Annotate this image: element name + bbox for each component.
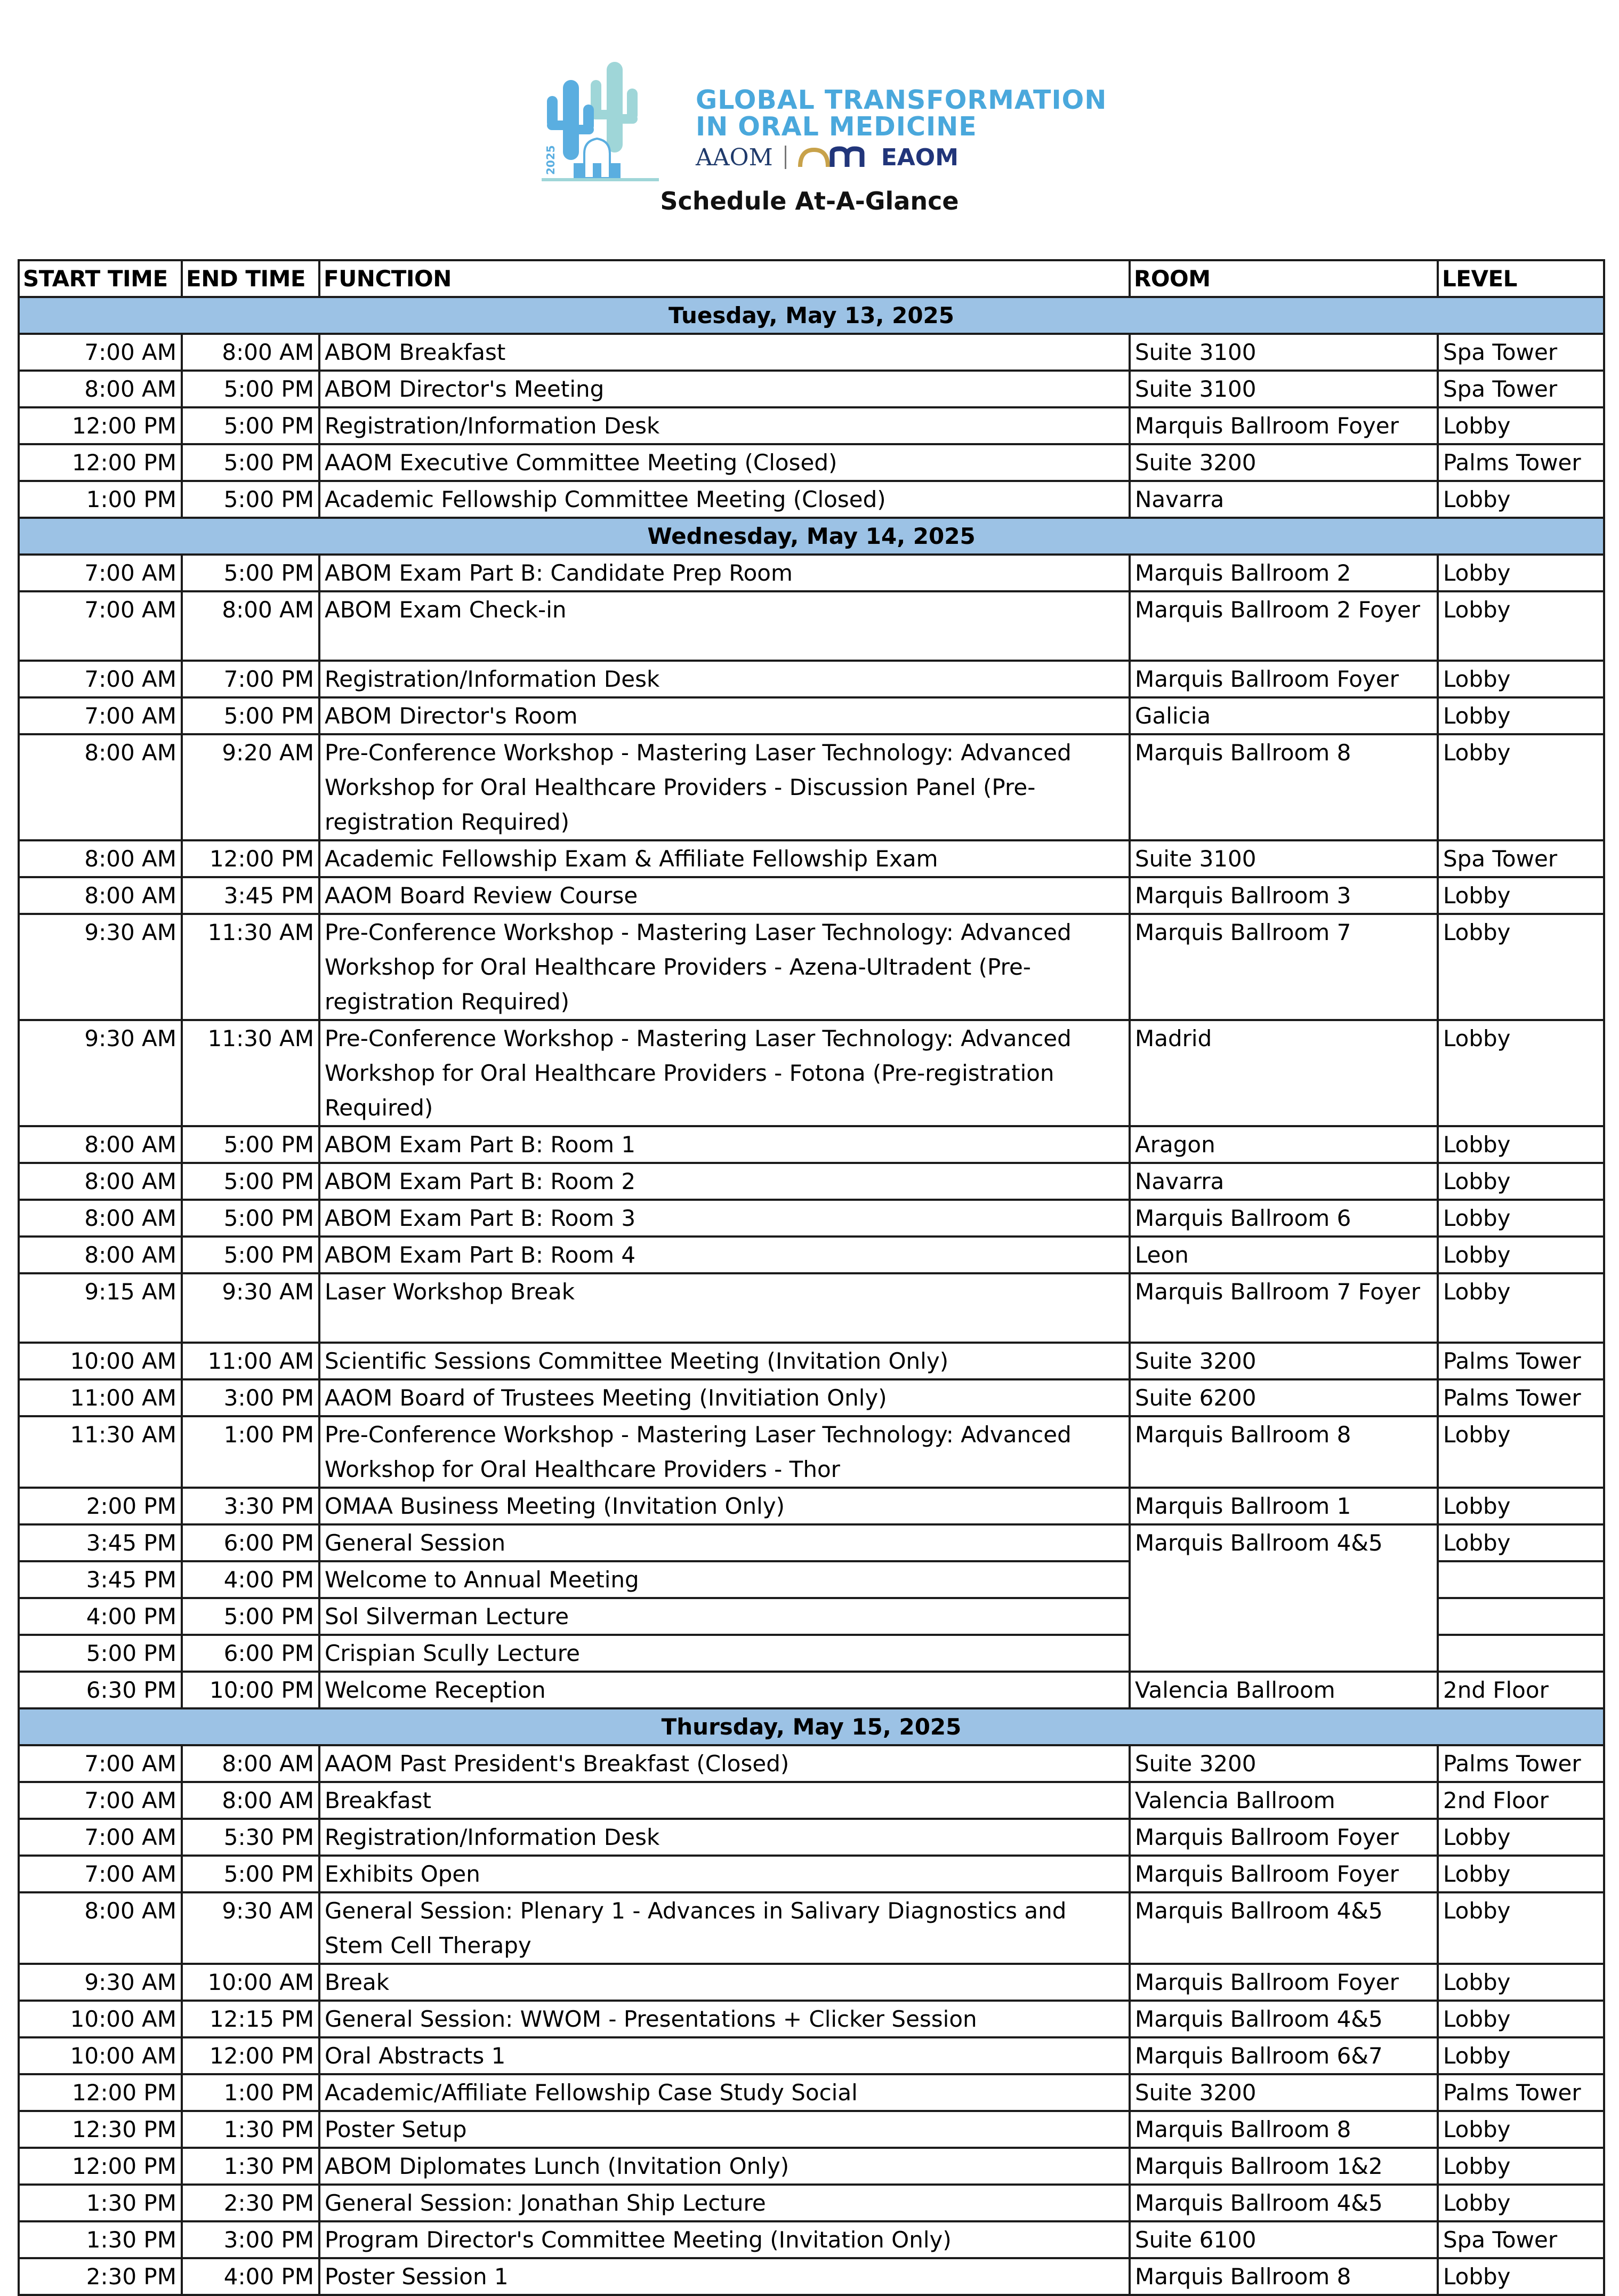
start-time-cell: 1:00 PM [19, 481, 182, 518]
start-time-cell: 5:00 PM [19, 1635, 182, 1672]
table-row [19, 1163, 1604, 1200]
room-cell: Valencia Ballroom [1130, 1782, 1438, 1819]
level-cell: Lobby [1438, 407, 1604, 444]
end-time-cell: 6:00 PM [182, 1635, 319, 1672]
function-cell: Registration/Information Desk [319, 407, 1130, 444]
level-cell: Palms Tower [1438, 444, 1604, 481]
end-time-cell: 9:30 AM [182, 1892, 319, 1964]
table-row [19, 371, 1604, 407]
room-cell: Marquis Ballroom 8 [1130, 2111, 1438, 2148]
end-time-cell: 5:00 PM [182, 1237, 319, 1273]
function-cell: ABOM Director's Meeting [319, 371, 1130, 407]
end-time-cell: 11:30 AM [182, 1020, 319, 1126]
function-cell: Registration/Information Desk [319, 1819, 1130, 1856]
level-cell: Lobby [1438, 1488, 1604, 1524]
room-cell: Suite 3100 [1130, 334, 1438, 371]
day-header-row [19, 518, 1604, 555]
table-row [19, 1488, 1604, 1524]
function-cell: Poster Session 1 [319, 2258, 1130, 2295]
end-time-cell: 11:30 AM [182, 914, 319, 1020]
level-cell: Lobby [1438, 877, 1604, 914]
table-row [19, 1819, 1604, 1856]
end-time-cell: 12:00 PM [182, 840, 319, 877]
start-time-cell: 3:45 PM [19, 1524, 182, 1561]
room-cell: Marquis Ballroom 8 [1130, 1416, 1438, 1488]
level-cell: Lobby [1438, 697, 1604, 734]
function-cell: Welcome Reception [319, 1672, 1130, 1708]
start-time-cell: 11:30 AM [19, 1416, 182, 1488]
level-cell: Lobby [1438, 1416, 1604, 1488]
function-cell: ABOM Exam Part B: Room 3 [319, 1200, 1130, 1237]
table-row [19, 877, 1604, 914]
table-row [19, 2148, 1604, 2185]
start-time-cell: 8:00 AM [19, 1126, 182, 1163]
col-function: FUNCTION [319, 260, 1130, 297]
function-cell: ABOM Exam Part B: Room 1 [319, 1126, 1130, 1163]
level-cell: Lobby [1438, 591, 1604, 661]
end-time-cell: 5:00 PM [182, 555, 319, 591]
table-row [19, 1126, 1604, 1163]
start-time-cell: 8:00 AM [19, 1163, 182, 1200]
function-cell: Breakfast [319, 1782, 1130, 1819]
function-cell: Pre-Conference Workshop - Mastering Laser Technology: Advanced Workshop for Oral Healthcare Providers - Discussion Panel (Pre-registration Required) [319, 734, 1130, 840]
room-cell: Marquis Ballroom 4&5 [1130, 1524, 1438, 1672]
room-cell: Navarra [1130, 1163, 1438, 1200]
level-cell: Lobby [1438, 2111, 1604, 2148]
level-cell: Lobby [1438, 2185, 1604, 2221]
level-cell: Lobby [1438, 734, 1604, 840]
start-time-cell: 10:00 AM [19, 1343, 182, 1379]
function-cell: Pre-Conference Workshop - Mastering Laser Technology: Advanced Workshop for Oral Healthcare Providers - Thor [319, 1416, 1130, 1488]
table-row [19, 1856, 1604, 1892]
room-cell: Marquis Ballroom 1 [1130, 1488, 1438, 1524]
level-cell: 2nd Floor [1438, 1672, 1604, 1708]
level-cell: Lobby [1438, 1892, 1604, 1964]
level-cell: Lobby [1438, 555, 1604, 591]
logo-title-line-1: GLOBAL TRANSFORMATION [696, 85, 1107, 115]
level-cell [1438, 1635, 1604, 1672]
room-cell: Suite 3200 [1130, 2074, 1438, 2111]
start-time-cell: 8:00 AM [19, 1892, 182, 1964]
schedule-title: Schedule At-A-Glance [660, 187, 959, 215]
level-cell: Lobby [1438, 2037, 1604, 2074]
organization-logos [696, 141, 958, 173]
function-cell: Exhibits Open [319, 1856, 1130, 1892]
eaom-logo-text: EAOM [881, 143, 958, 171]
start-time-cell: 10:00 AM [19, 2037, 182, 2074]
end-time-cell: 4:00 PM [182, 2258, 319, 2295]
room-cell: Madrid [1130, 1020, 1438, 1126]
room-cell: Galicia [1130, 697, 1438, 734]
table-row [19, 1892, 1604, 1964]
table-row [19, 1782, 1604, 1819]
table-row [19, 1672, 1604, 1708]
table-row [19, 444, 1604, 481]
level-cell: Lobby [1438, 1163, 1604, 1200]
start-time-cell: 4:00 PM [19, 1598, 182, 1635]
end-time-cell: 5:00 PM [182, 1200, 319, 1237]
room-cell: Marquis Ballroom Foyer [1130, 1856, 1438, 1892]
room-cell: Leon [1130, 1237, 1438, 1273]
table-row [19, 1343, 1604, 1379]
start-time-cell: 9:30 AM [19, 1964, 182, 2001]
table-row [19, 407, 1604, 444]
end-time-cell: 1:30 PM [182, 2148, 319, 2185]
table-row [19, 1020, 1604, 1126]
start-time-cell: 1:30 PM [19, 2221, 182, 2258]
level-cell: Lobby [1438, 2001, 1604, 2037]
logo-year: 2025 [544, 145, 557, 175]
start-time-cell: 11:00 AM [19, 1379, 182, 1416]
start-time-cell: 3:45 PM [19, 1561, 182, 1598]
end-time-cell: 3:30 PM [182, 1488, 319, 1524]
start-time-cell: 7:00 AM [19, 697, 182, 734]
start-time-cell: 7:00 AM [19, 1745, 182, 1782]
logo-title-line-2: IN ORAL MEDICINE [696, 111, 977, 142]
conference-logo [542, 59, 659, 187]
table-row [19, 914, 1604, 1020]
table-row [19, 1964, 1604, 2001]
start-time-cell: 8:00 AM [19, 371, 182, 407]
table-row [19, 1273, 1604, 1343]
room-cell: Marquis Ballroom 4&5 [1130, 1892, 1438, 1964]
start-time-cell: 8:00 AM [19, 1237, 182, 1273]
start-time-cell: 9:30 AM [19, 1020, 182, 1126]
day-label: Tuesday, May 13, 2025 [19, 297, 1604, 334]
start-time-cell: 10:00 AM [19, 2001, 182, 2037]
room-cell: Marquis Ballroom Foyer [1130, 1819, 1438, 1856]
room-cell: Marquis Ballroom Foyer [1130, 1964, 1438, 2001]
function-cell: OMAA Business Meeting (Invitation Only) [319, 1488, 1130, 1524]
start-time-cell: 1:30 PM [19, 2185, 182, 2221]
function-cell: Academic Fellowship Committee Meeting (Closed) [319, 481, 1130, 518]
function-cell: Scientific Sessions Committee Meeting (Invitation Only) [319, 1343, 1130, 1379]
room-cell: Marquis Ballroom 4&5 [1130, 2001, 1438, 2037]
function-cell: General Session: WWOM - Presentations + Clicker Session [319, 2001, 1130, 2037]
end-time-cell: 4:00 PM [182, 1561, 319, 1598]
function-cell: ABOM Exam Part B: Candidate Prep Room [319, 555, 1130, 591]
start-time-cell: 12:30 PM [19, 2111, 182, 2148]
end-time-cell: 5:00 PM [182, 1126, 319, 1163]
room-cell: Marquis Ballroom 7 [1130, 914, 1438, 1020]
room-cell: Valencia Ballroom [1130, 1672, 1438, 1708]
function-cell: ABOM Exam Part B: Room 2 [319, 1163, 1130, 1200]
room-cell: Marquis Ballroom 6&7 [1130, 2037, 1438, 2074]
table-row [19, 555, 1604, 591]
room-cell: Suite 3200 [1130, 444, 1438, 481]
table-row [19, 2258, 1604, 2295]
end-time-cell: 8:00 AM [182, 591, 319, 661]
col-room: ROOM [1130, 260, 1438, 297]
end-time-cell: 3:00 PM [182, 1379, 319, 1416]
table-row [19, 2074, 1604, 2111]
start-time-cell: 12:00 PM [19, 407, 182, 444]
room-cell: Aragon [1130, 1126, 1438, 1163]
function-cell: Oral Abstracts 1 [319, 2037, 1130, 2074]
end-time-cell: 5:00 PM [182, 407, 319, 444]
function-cell: AAOM Past President's Breakfast (Closed) [319, 1745, 1130, 1782]
start-time-cell: 7:00 AM [19, 334, 182, 371]
function-cell: Academic/Affiliate Fellowship Case Study Social [319, 2074, 1130, 2111]
start-time-cell: 8:00 AM [19, 1200, 182, 1237]
function-cell: Program Director's Committee Meeting (Invitation Only) [319, 2221, 1130, 2258]
start-time-cell: 7:00 AM [19, 555, 182, 591]
level-cell: Lobby [1438, 661, 1604, 697]
logo-title [696, 87, 1107, 140]
room-cell: Marquis Ballroom 3 [1130, 877, 1438, 914]
function-cell: AAOM Executive Committee Meeting (Closed) [319, 444, 1130, 481]
level-cell: Spa Tower [1438, 2221, 1604, 2258]
end-time-cell: 12:00 PM [182, 2037, 319, 2074]
room-cell: Marquis Ballroom 4&5 [1130, 2185, 1438, 2221]
end-time-cell: 5:00 PM [182, 371, 319, 407]
table-row [19, 1416, 1604, 1488]
day-header-row [19, 1708, 1604, 1745]
start-time-cell: 12:00 PM [19, 2148, 182, 2185]
level-cell: Spa Tower [1438, 840, 1604, 877]
level-cell [1438, 1561, 1604, 1598]
table-row [19, 1745, 1604, 1782]
level-cell: Palms Tower [1438, 2074, 1604, 2111]
level-cell: Lobby [1438, 2148, 1604, 2185]
level-cell: Lobby [1438, 1126, 1604, 1163]
start-time-cell: 9:30 AM [19, 914, 182, 1020]
room-cell: Suite 3200 [1130, 1343, 1438, 1379]
table-row [19, 481, 1604, 518]
function-cell: Break [319, 1964, 1130, 2001]
start-time-cell: 7:00 AM [19, 661, 182, 697]
function-cell: AAOM Board Review Course [319, 877, 1130, 914]
function-cell: ABOM Exam Check-in [319, 591, 1130, 661]
room-cell: Suite 3100 [1130, 840, 1438, 877]
function-cell: Poster Setup [319, 2111, 1130, 2148]
end-time-cell: 10:00 PM [182, 1672, 319, 1708]
end-time-cell: 10:00 AM [182, 1964, 319, 2001]
col-start-time: START TIME [19, 260, 182, 297]
level-cell: Lobby [1438, 1237, 1604, 1273]
header-row [19, 260, 1604, 297]
function-cell: Crispian Scully Lecture [319, 1635, 1130, 1672]
function-cell: ABOM Exam Part B: Room 4 [319, 1237, 1130, 1273]
room-cell: Marquis Ballroom 8 [1130, 2258, 1438, 2295]
start-time-cell: 7:00 AM [19, 1856, 182, 1892]
end-time-cell: 3:00 PM [182, 2221, 319, 2258]
function-cell: General Session: Plenary 1 - Advances in Salivary Diagnostics and Stem Cell Therapy [319, 1892, 1130, 1964]
function-cell: Registration/Information Desk [319, 661, 1130, 697]
table-row [19, 1524, 1604, 1561]
aaom-logo-text: AAOM [696, 143, 773, 171]
start-time-cell: 12:00 PM [19, 2074, 182, 2111]
function-cell: Laser Workshop Break [319, 1273, 1130, 1343]
table-row [19, 2221, 1604, 2258]
end-time-cell: 5:00 PM [182, 1163, 319, 1200]
table-row [19, 1379, 1604, 1416]
level-cell: Lobby [1438, 1964, 1604, 2001]
level-cell: Lobby [1438, 2258, 1604, 2295]
end-time-cell: 5:00 PM [182, 444, 319, 481]
room-cell: Marquis Ballroom Foyer [1130, 407, 1438, 444]
end-time-cell: 7:00 PM [182, 661, 319, 697]
table-row [19, 661, 1604, 697]
day-label: Thursday, May 15, 2025 [19, 1708, 1604, 1745]
end-time-cell: 9:20 AM [182, 734, 319, 840]
start-time-cell: 2:30 PM [19, 2258, 182, 2295]
end-time-cell: 6:00 PM [182, 1524, 319, 1561]
table-row [19, 840, 1604, 877]
room-cell: Navarra [1130, 481, 1438, 518]
level-cell: Lobby [1438, 1819, 1604, 1856]
col-level: LEVEL [1438, 260, 1604, 297]
room-cell: Marquis Ballroom 8 [1130, 734, 1438, 840]
start-time-cell: 7:00 AM [19, 1782, 182, 1819]
start-time-cell: 2:00 PM [19, 1488, 182, 1524]
day-label: Wednesday, May 14, 2025 [19, 518, 1604, 555]
level-cell: Spa Tower [1438, 371, 1604, 407]
end-time-cell: 5:00 PM [182, 697, 319, 734]
function-cell: Pre-Conference Workshop - Mastering Laser Technology: Advanced Workshop for Oral Healthcare Providers - Fotona (Pre-registration Required) [319, 1020, 1130, 1126]
end-time-cell: 8:00 AM [182, 1782, 319, 1819]
level-cell: 2nd Floor [1438, 1782, 1604, 1819]
eaom-mark-icon [798, 146, 878, 169]
table-header [19, 260, 1604, 297]
start-time-cell: 8:00 AM [19, 877, 182, 914]
function-cell: Pre-Conference Workshop - Mastering Laser Technology: Advanced Workshop for Oral Healthcare Providers - Azena-Ultradent (Pre-registration Required) [319, 914, 1130, 1020]
start-time-cell: 7:00 AM [19, 1819, 182, 1856]
function-cell: Welcome to Annual Meeting [319, 1561, 1130, 1598]
room-cell: Marquis Ballroom 2 [1130, 555, 1438, 591]
level-cell [1438, 1598, 1604, 1635]
end-time-cell: 3:45 PM [182, 877, 319, 914]
table-row [19, 697, 1604, 734]
end-time-cell: 2:30 PM [182, 2185, 319, 2221]
start-time-cell: 12:00 PM [19, 444, 182, 481]
end-time-cell: 12:15 PM [182, 2001, 319, 2037]
table-row [19, 2111, 1604, 2148]
room-cell: Marquis Ballroom 1&2 [1130, 2148, 1438, 2185]
end-time-cell: 1:30 PM [182, 2111, 319, 2148]
table-row [19, 334, 1604, 371]
table-row [19, 734, 1604, 840]
table-row [19, 591, 1604, 661]
table-row [19, 1237, 1604, 1273]
room-cell: Marquis Ballroom 6 [1130, 1200, 1438, 1237]
table-row [19, 2185, 1604, 2221]
function-cell: Sol Silverman Lecture [319, 1598, 1130, 1635]
col-end-time: END TIME [182, 260, 319, 297]
start-time-cell: 8:00 AM [19, 840, 182, 877]
level-cell: Palms Tower [1438, 1379, 1604, 1416]
schedule-table [18, 259, 1605, 2296]
end-time-cell: 1:00 PM [182, 2074, 319, 2111]
level-cell: Lobby [1438, 914, 1604, 1020]
table-row [19, 2037, 1604, 2074]
room-cell: Marquis Ballroom Foyer [1130, 661, 1438, 697]
function-cell: ABOM Diplomates Lunch (Invitation Only) [319, 2148, 1130, 2185]
end-time-cell: 8:00 AM [182, 334, 319, 371]
table-row [19, 2001, 1604, 2037]
level-cell: Lobby [1438, 1856, 1604, 1892]
end-time-cell: 8:00 AM [182, 1745, 319, 1782]
function-cell: ABOM Breakfast [319, 334, 1130, 371]
level-cell: Palms Tower [1438, 1343, 1604, 1379]
room-cell: Suite 3100 [1130, 371, 1438, 407]
end-time-cell: 5:00 PM [182, 1598, 319, 1635]
function-cell: ABOM Director's Room [319, 697, 1130, 734]
level-cell: Spa Tower [1438, 334, 1604, 371]
level-cell: Lobby [1438, 1273, 1604, 1343]
end-time-cell: 9:30 AM [182, 1273, 319, 1343]
room-cell: Suite 3200 [1130, 1745, 1438, 1782]
level-cell: Lobby [1438, 1200, 1604, 1237]
day-header-row [19, 297, 1604, 334]
mission-building-icon [542, 139, 659, 181]
logo-divider [785, 146, 786, 169]
end-time-cell: 5:00 PM [182, 1856, 319, 1892]
function-cell: Academic Fellowship Exam & Affiliate Fellowship Exam [319, 840, 1130, 877]
level-cell: Lobby [1438, 1020, 1604, 1126]
room-cell: Suite 6200 [1130, 1379, 1438, 1416]
table-row [19, 1200, 1604, 1237]
level-cell: Palms Tower [1438, 1745, 1604, 1782]
function-cell: General Session: Jonathan Ship Lecture [319, 2185, 1130, 2221]
end-time-cell: 5:00 PM [182, 481, 319, 518]
end-time-cell: 1:00 PM [182, 1416, 319, 1488]
function-cell: General Session [319, 1524, 1130, 1561]
start-time-cell: 9:15 AM [19, 1273, 182, 1343]
function-cell: AAOM Board of Trustees Meeting (Invitiation Only) [319, 1379, 1130, 1416]
start-time-cell: 6:30 PM [19, 1672, 182, 1708]
room-cell: Marquis Ballroom 7 Foyer [1130, 1273, 1438, 1343]
end-time-cell: 5:30 PM [182, 1819, 319, 1856]
room-cell: Suite 6100 [1130, 2221, 1438, 2258]
start-time-cell: 7:00 AM [19, 591, 182, 661]
level-cell: Lobby [1438, 481, 1604, 518]
start-time-cell: 8:00 AM [19, 734, 182, 840]
table-body [19, 297, 1604, 2295]
room-cell: Marquis Ballroom 2 Foyer [1130, 591, 1438, 661]
level-cell: Lobby [1438, 1524, 1604, 1561]
end-time-cell: 11:00 AM [182, 1343, 319, 1379]
